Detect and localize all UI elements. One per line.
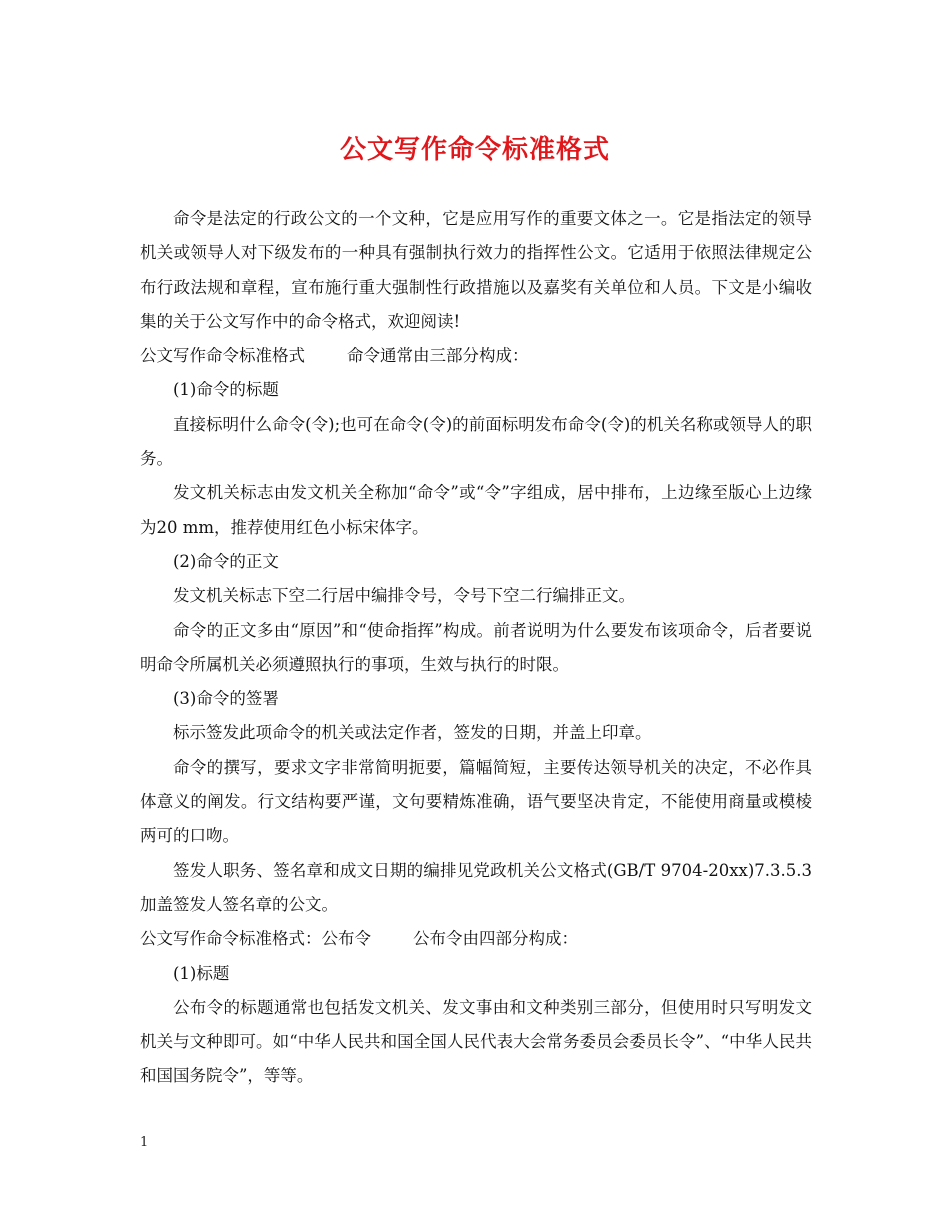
paragraph-intro: 命令是法定的行政公文的一个文种，它是应用写作的重要文体之一。它是指法定的领导机关或领导人对下级发布的一种具有强制执行效力的指挥性公文。它适用于依照法律规定公布行政法规和章程，宣布施行重大强制性行政措施以及嘉奖有关单位和人员。下文是小编收集的关于公文写作中的命令格式，欢迎阅读! [140, 209, 812, 331]
subheading-promulgation-title: (1)标题 [173, 963, 230, 983]
paragraph-signer-layout: 签发人职务、签名章和成文日期的编排见党政机关公文格式(GB/T 9704-20xx)7.3.5.3加盖签发人签名章的公文。 [140, 860, 812, 914]
subheading-title: (1)命令的标题 [173, 380, 279, 400]
section-heading-label: 公文写作命令标准格式：公布令 [140, 929, 371, 949]
section-heading-promulgation [140, 922, 812, 956]
section-heading-text: 命令通常由三部分构成： [347, 346, 529, 366]
page-number: 1 [140, 1135, 149, 1150]
paragraph-signature-desc: 标示签发此项命令的机关或法定作者，签发的日期，并盖上印章。 [173, 723, 652, 743]
document-title: 公文写作命令标准格式 [339, 135, 610, 165]
paragraph-body-desc: 命令的正文多由“原因”和“使命指挥”构成。前者说明为什么要发布该项命令，后者要说明命令所属机关必须遵照执行的事项，生效与执行的时限。 [140, 620, 812, 674]
subheading-signature: (3)命令的签署 [173, 689, 279, 709]
paragraph-writing-requirements: 命令的撰写，要求文字非常简明扼要，篇幅简短，主要传达领导机关的决定，不必作具体意义的阐发。行文结构要严谨，文句要精炼准确，语气要坚决肯定，不能使用商量或模棱两可的口吻。 [140, 757, 812, 846]
section-heading-command [140, 339, 812, 373]
paragraph-promulgation-title-desc: 公布令的标题通常也包括发文机关、发文事由和文种类别三部分，但使用时只写明发文机关与文种即可。如“中华人民共和国全国人民代表大会常务委员会委员长令”、“中华人民共和国国务院令”，等等。 [140, 997, 812, 1086]
document-body [140, 202, 812, 1094]
subheading-body: (2)命令的正文 [173, 551, 279, 571]
section-heading-label: 公文写作命令标准格式 [140, 346, 305, 366]
paragraph-title-desc: 直接标明什么命令(令);也可在命令(令)的前面标明发布命令(令)的机关名称或领导人的职务。 [140, 414, 812, 469]
section-heading-text: 公布令由四部分构成： [413, 929, 578, 949]
paragraph-order-number: 发文机关标志下空二行居中编排令号，令号下空二行编排正文。 [173, 586, 635, 606]
paragraph-issuer-mark: 发文机关标志由发文机关全称加“命令”或“令”字组成，居中排布，上边缘至版心上边缘为20 mm，推荐使用红色小标宋体字。 [140, 483, 812, 537]
